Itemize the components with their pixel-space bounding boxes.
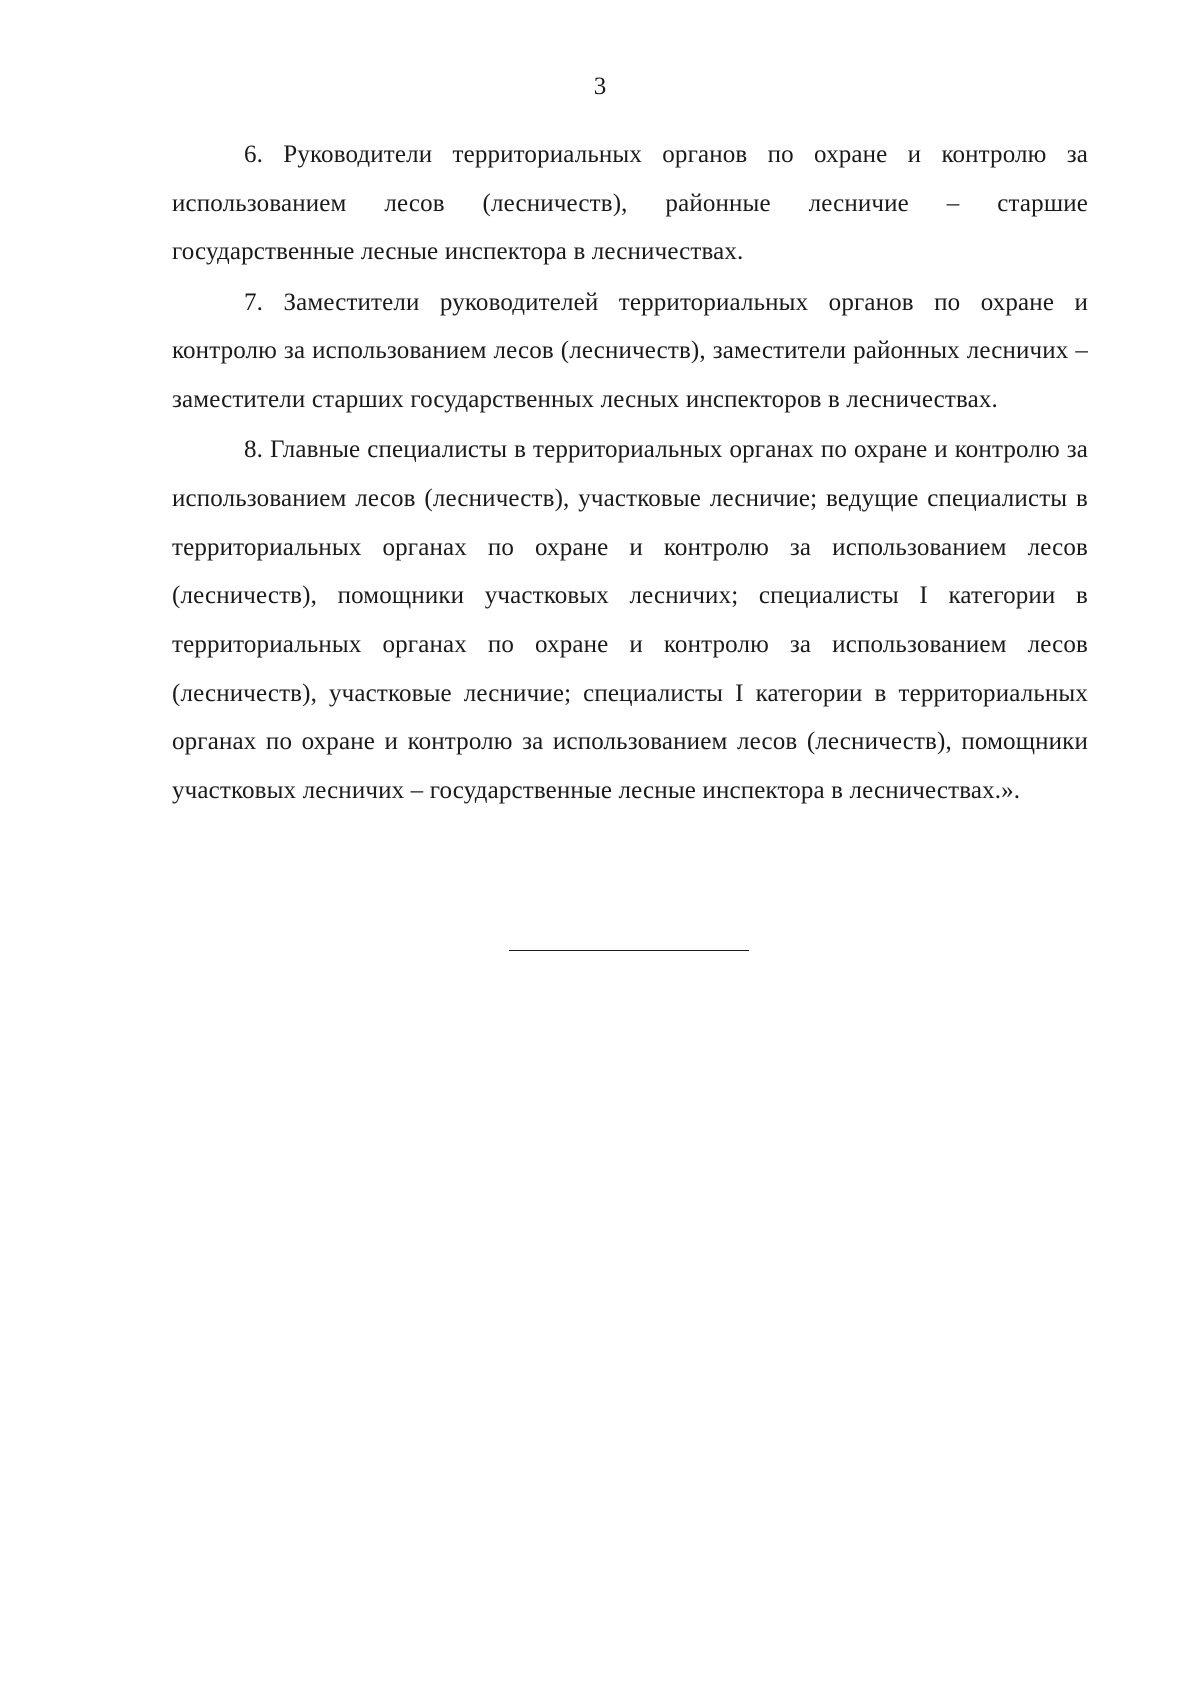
paragraph-7: 7. Заместители руководителей территориальных органов по охране и контролю за использованием лесов (лесничеств), заместители районных лесничих – заместители старших государственных лесных инспекторов в лесничествах. — [172, 288, 1088, 414]
paragraph-8: 8. Главные специалисты в территориальных органах по охране и контролю за использованием лесов (лесничеств), участковые лесничие; ведущие специалисты в территориальных органах по охране и контролю за использованием лесов (лесничеств), помощники участковых лесничих; специалисты I категории в территориальных органах по охране и контролю за использованием лесов (лесничеств), участковые лесничие; специалисты I категории в территориальных органах по охране и контролю за использованием лесов (лесничеств), помощники участковых лесничих – государственные лесные инспектора в лесничествах.». — [172, 436, 1088, 805]
document-body — [172, 131, 1088, 816]
paragraph-6: 6. Руководители территориальных органов по охране и контролю за использованием лесов (лесничеств), районные лесничие – старшие государственные лесные инспектора в лесничествах. — [172, 141, 1088, 266]
page-number: 3 — [593, 73, 607, 100]
end-separator-line — [509, 950, 749, 951]
